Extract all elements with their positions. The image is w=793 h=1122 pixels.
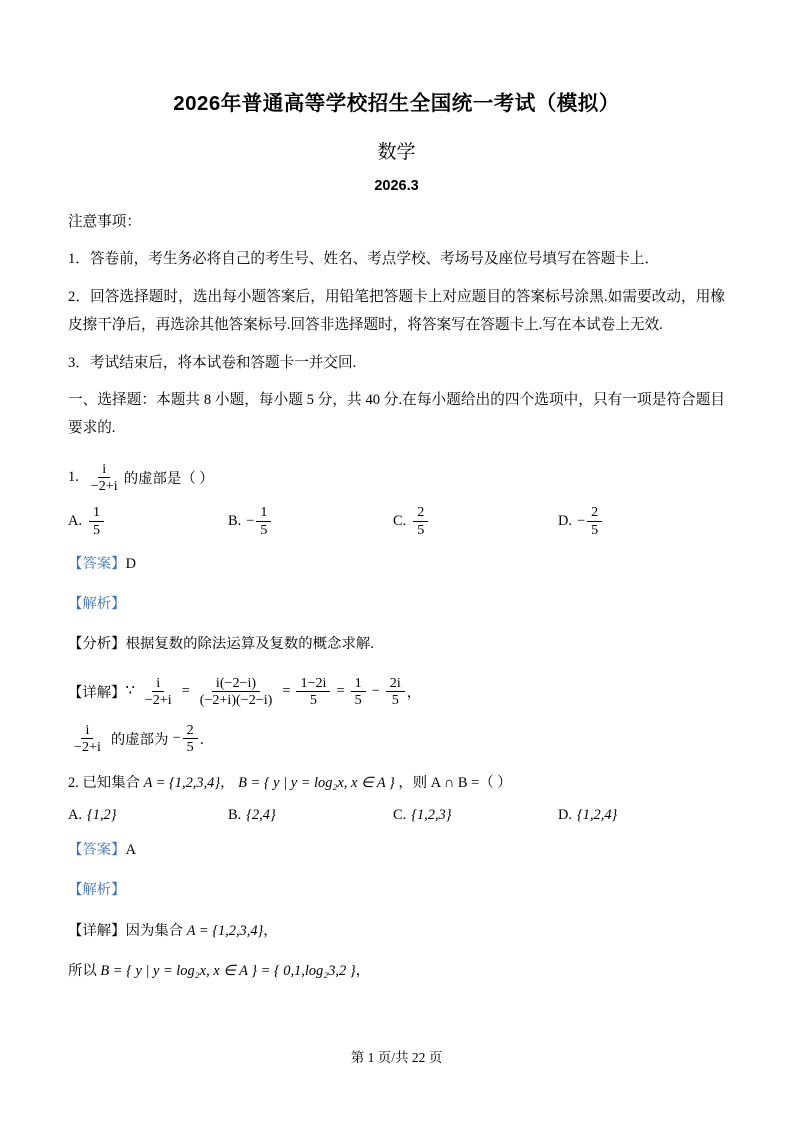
detail-fraction-4: $\frac{1}{5}$ (351, 675, 366, 708)
conclusion-sign: − (172, 730, 181, 747)
brief-tag: 【分析】 (68, 636, 126, 653)
question-2-stem-tail: ，则 A ∩ B =（ ） (398, 774, 512, 791)
option-d[interactable]: D. {1,2,4} (558, 807, 618, 824)
question-1-answer (68, 551, 725, 578)
question-2-set-a: A = {1,2,3,4} (143, 774, 221, 791)
option-a-fraction: $\frac{1}{5}$ (89, 504, 104, 537)
question-1-detail: 【详解】 ∵ $\frac{i}{-2+i}$ = $\frac{i(-2-i)}{(-2+i)(-2-i)}$ = $\frac{1-2i}{5}$ = $\frac{1}{5}$ − $\frac{2i}{5}$ ， (68, 674, 422, 709)
question-1-options (68, 504, 725, 537)
option-d-fraction: $\frac{2}{5}$ (587, 504, 602, 537)
detail-fraction-2: $\frac{i(-2-i)}{(-2+i)(-2-i)}$ (199, 674, 273, 709)
option-c-fraction: $\frac{2}{5}$ (413, 504, 428, 537)
option-a[interactable]: A. {1,2} (68, 807, 117, 824)
page-footer: 第 1 页/共 22 页 (350, 1050, 443, 1065)
answer-tag: 【答案】 (68, 842, 126, 859)
exam-date: 2026.3 (374, 177, 419, 194)
analysis-tag: 【解析】 (68, 882, 126, 899)
question-2-set-b: B = { y | y = log₂x, x ∈ A } (238, 774, 395, 791)
question-1-fraction: $\frac{i}{-2+i}$ (90, 460, 118, 495)
conclusion-end: ． (199, 732, 215, 749)
answer-tag: 【答案】 (68, 555, 126, 572)
detail-symbol: ∵ (125, 683, 135, 700)
question-1-brief (68, 631, 725, 658)
question-2-stem-text: 已知集合 (82, 774, 140, 791)
detail-prefix: 因为集合 (125, 922, 184, 939)
option-b[interactable]: B. {2,4} (228, 807, 276, 824)
question-1-number: 1. (68, 469, 79, 486)
conclusion-suffix: 的虚部为 (110, 732, 169, 749)
conclusion-fraction: $\frac{i}{-2+i}$ (74, 722, 101, 756)
question-2-options (68, 807, 725, 824)
notice-heading: 注意事项： (68, 213, 141, 230)
question-1-stem-suffix: 的虚部是（ ） (123, 471, 214, 488)
detail-end: ， (355, 963, 370, 980)
question-2-answer (68, 837, 725, 864)
page-title: 2026年普通高等学校招生全国统一考试（模拟） (173, 92, 620, 115)
detail-end: ， (263, 922, 278, 939)
notice-item-2: 2．回答选择题时，选出每小题答案后，用铅笔把答题卡上对应题目的答案标号涂黑.如需要改动，用橡皮擦干净后，再选涂其他答案标号.回答非选择题时，将答案写在答题卡上.写在本试卷上无效. (68, 288, 725, 334)
detail-fraction-3: $\frac{1-2i}{5}$ (296, 675, 330, 708)
notice-item-1: 1．答卷前，考生务必将自己的考生号、姓名、考点学校、考场号及座位号填写在答题卡上． (68, 251, 660, 268)
question-1-stem (68, 461, 725, 494)
detail-fraction-1: $\frac{i}{-2+i}$ (144, 674, 172, 709)
option-a[interactable]: A. $\frac{1}{5}$ (68, 504, 228, 537)
subject-title: 数学 (377, 141, 416, 163)
question-1-analysis-tag (68, 591, 725, 618)
detail-prefix: 所以 (68, 963, 97, 980)
analysis-tag: 【解析】 (68, 596, 126, 613)
option-d[interactable]: D. − $\frac{2}{5}$ (558, 504, 604, 537)
question-1-conclusion (68, 722, 725, 755)
option-b[interactable]: B. − $\frac{1}{5}$ (228, 504, 393, 537)
detail-set-a: A = {1,2,3,4} (186, 922, 264, 939)
question-2-stem: 2. 已知集合 A = {1,2,3,4}， B = { y | y = log₂x, x ∈ A } ，则 A ∩ B =（ ） (68, 774, 512, 791)
brief-text: 根据复数的除法运算及复数的概念求解. (125, 636, 374, 653)
question-2-detail-1 (68, 918, 725, 945)
detail-tail: ， (406, 685, 422, 702)
section-one-heading: 一、选择题：本题共 8 小题，每小题 5 分，共 40 分.在每小题给出的四个选项中，只有一项是符合题目要求的. (68, 391, 725, 437)
detail-tag: 【详解】 (68, 685, 126, 702)
conclusion-value: $\frac{2}{5}$ (183, 722, 198, 755)
answer-value: D (125, 555, 136, 572)
detail-set-b: B = { y | y = log₂x, x ∈ A } = { 0,1,log₂3,2 } (100, 963, 356, 980)
detail-tag: 【详解】 (68, 922, 126, 939)
question-2-analysis-tag (68, 877, 725, 904)
option-c[interactable]: C. {1,2,3} (393, 807, 452, 824)
question-2-number: 2. (68, 774, 79, 791)
notice-item-3: 3．考试结束后，将本试卷和答题卡一并交回. (68, 354, 357, 371)
option-c[interactable]: C. $\frac{2}{5}$ (393, 504, 558, 537)
detail-fraction-5: $\frac{2i}{5}$ (386, 675, 405, 708)
answer-value: A (125, 842, 136, 859)
option-b-fraction: $\frac{1}{5}$ (256, 504, 271, 537)
question-2-detail-2 (68, 958, 725, 985)
